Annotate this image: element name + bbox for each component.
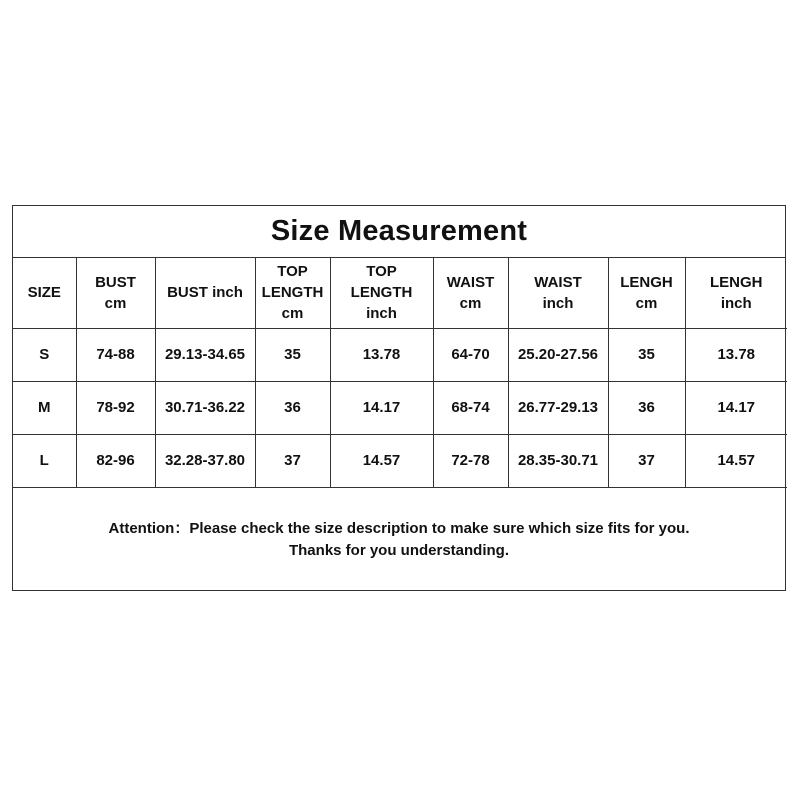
size-table xyxy=(13,258,787,488)
table-body xyxy=(13,328,787,487)
column-header-line: cm xyxy=(281,305,304,323)
column-header-line: inch xyxy=(542,294,574,312)
table-cell: 35 xyxy=(255,328,330,381)
table-cell: 28.35-30.71 xyxy=(508,434,608,487)
table-cell: 82-96 xyxy=(76,434,155,487)
column-header-line: SIZE xyxy=(27,284,61,302)
table-cell: 26.77-29.13 xyxy=(508,381,608,434)
attention-text: Attention：Please check the size description to make sure which size fits for you. xyxy=(108,520,690,537)
column-header-line: TOP xyxy=(366,263,397,281)
column-header-line: cm xyxy=(635,294,658,312)
column-header xyxy=(255,258,330,328)
column-header xyxy=(685,258,787,328)
table-cell: 74-88 xyxy=(76,328,155,381)
table-cell: 35 xyxy=(608,328,685,381)
table-cell: 68-74 xyxy=(433,381,508,434)
table-cell: 32.28-37.80 xyxy=(155,434,255,487)
attention-note xyxy=(13,488,785,593)
table-cell: 14.17 xyxy=(685,381,787,434)
header-row xyxy=(13,258,787,328)
table-cell: 37 xyxy=(608,434,685,487)
column-header xyxy=(608,258,685,328)
table-cell: 36 xyxy=(255,381,330,434)
table-cell: 14.57 xyxy=(330,434,433,487)
table-cell: 13.78 xyxy=(685,328,787,381)
column-header-line: inch xyxy=(720,294,752,312)
column-header-line: LENGH xyxy=(620,273,673,291)
column-header xyxy=(508,258,608,328)
table-cell: 13.78 xyxy=(330,328,433,381)
column-header-line: TOP xyxy=(277,263,308,281)
column-header xyxy=(155,258,255,328)
table-row xyxy=(13,328,787,381)
column-header xyxy=(13,258,76,328)
column-header-line: BUST xyxy=(95,273,136,291)
column-header xyxy=(433,258,508,328)
column-header-line: BUST inch xyxy=(167,284,243,302)
column-header-line: WAIST xyxy=(534,273,582,291)
column-header-line: cm xyxy=(104,294,127,312)
table-cell: 25.20-27.56 xyxy=(508,328,608,381)
size-label-cell: M xyxy=(13,381,76,434)
table-cell: 78-92 xyxy=(76,381,155,434)
table-cell: 72-78 xyxy=(433,434,508,487)
size-chart xyxy=(12,205,786,591)
table-cell: 30.71-36.22 xyxy=(155,381,255,434)
table-row xyxy=(13,381,787,434)
table-cell: 14.57 xyxy=(685,434,787,487)
column-header xyxy=(76,258,155,328)
column-header-line: LENGH xyxy=(710,273,763,291)
table-row xyxy=(13,434,787,487)
chart-title: Size Measurement xyxy=(270,215,528,247)
table-cell: 64-70 xyxy=(433,328,508,381)
column-header-line: LENGTH xyxy=(261,284,324,302)
column-header-line: cm xyxy=(459,294,482,312)
column-header-line: LENGTH xyxy=(350,284,413,302)
title-row xyxy=(13,206,785,258)
table-cell: 29.13-34.65 xyxy=(155,328,255,381)
column-header xyxy=(330,258,433,328)
size-label-cell: L xyxy=(13,434,76,487)
column-header-line: inch xyxy=(366,305,397,323)
column-header-line: WAIST xyxy=(446,273,495,291)
table-cell: 37 xyxy=(255,434,330,487)
thanks-text: Thanks for you understanding. xyxy=(288,542,509,559)
table-cell: 14.17 xyxy=(330,381,433,434)
size-label-cell: S xyxy=(13,328,76,381)
table-cell: 36 xyxy=(608,381,685,434)
